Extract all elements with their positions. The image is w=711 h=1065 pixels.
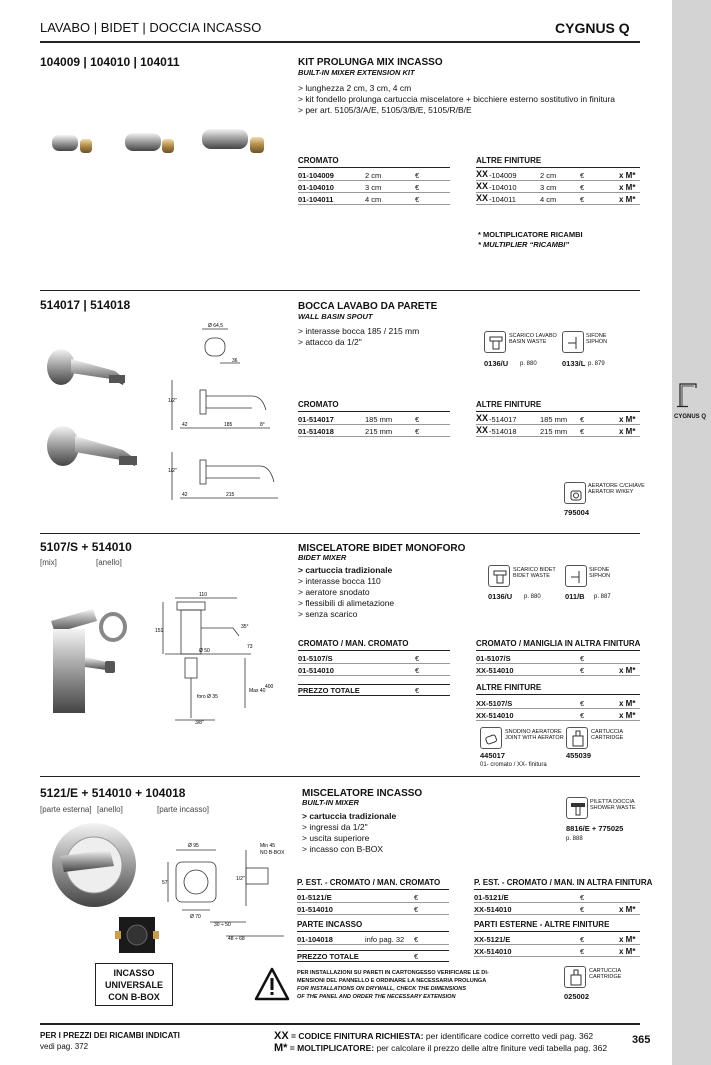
s4-est-header: P. EST. - CROMATO / MAN. CROMATO [297,878,449,890]
s1-cromato-header: CROMATO [298,156,450,168]
svg-text:Min 45: Min 45 [260,843,276,849]
s2-icon2-label2: SIPHON [586,339,608,345]
svg-text:48 ÷ 68: 48 ÷ 68 [228,936,245,942]
table-row: 01-104018 info pag. 32 € [297,934,449,945]
s2-cromato-header: CROMATO [298,400,450,412]
s3-icon1-label2: BIDET WASTE [513,573,550,579]
s4-icon1-page: p. 888 [566,836,583,842]
s2-subtitle: WALL BASIN SPOUT [298,312,373,321]
s4-total-row: PREZZO TOTALE € [297,950,449,962]
table-row: 01-5121/E € [474,892,640,903]
s2-icon2-page: p. 879 [588,361,605,367]
svg-text:215: 215 [226,492,235,498]
table-row: 01-5107/S € [476,653,640,664]
s2-icon2-code: 0133/L [562,359,586,368]
page-header-right: CYGNUS Q [555,20,630,36]
aerator-joint-icon [480,727,502,749]
sidebar-tab [672,0,711,1065]
s3-icon2-label2: SIPHON [589,573,611,579]
s4-icon1-label2: SHOWER WASTE [590,805,636,811]
s1-bullet-3: > per art. 5105/3/A/E, 5105/3/B/E, 5105/R/B/E [298,105,472,115]
s3-bullet-3: > aeratore snodato [298,587,370,597]
s3-icon1-code: 0136/U [488,592,513,601]
s4-sub1: [parte esterna] [40,805,92,814]
s4-bullet-1: > cartuccia tradizionale [302,811,397,821]
table-row: XX-5107/S € x M* [476,698,640,709]
s3-bullet-2: > interasse bocca 110 [298,576,381,586]
svg-text:73: 73 [247,644,253,650]
s3-subtitle: BIDET MIXER [298,553,347,562]
siphon-icon [565,565,587,587]
footer-left-2: vedi pag. 372 [40,1042,89,1051]
table-row: XX -104010 3 cm € x M* [476,182,640,193]
faucet-icon [676,378,706,408]
s2-icon3-code: 795004 [564,508,590,517]
s3-icon3-label2: JOINT WITH AERATOR [505,735,564,741]
s2-code: 514017 | 514018 [40,298,131,312]
table-row: 01-104011 4 cm € [298,194,450,205]
footer-m-line: M* = MOLTIPLICATORE: per calcolare il prezzo delle altre finiture vedi tabella pag. 362 [274,1042,608,1054]
table-row: 01-514017 185 mm € [298,414,450,425]
s4-altre-header: PARTI ESTERNE - ALTRE FINITURE [474,920,640,932]
s3-icon2-page: p. 887 [594,594,611,600]
bidet-waste-icon [488,565,510,587]
table-row: XX-514010 € x M* [474,904,640,915]
svg-text:110: 110 [199,592,207,598]
s4-icon2-code: 025002 [564,992,590,1001]
table-row: XX -104009 2 cm € x M* [476,170,640,181]
footer-rule [40,1023,640,1025]
svg-text:Ø 50: Ø 50 [199,648,210,654]
basin-waste-icon [484,331,506,353]
s4-title: MISCELATORE INCASSO [302,788,423,799]
s3-mani-header: CROMATO / MANIGLIA IN ALTRA FINITURA [476,639,640,651]
s1-note-1: * MOLTIPLICATORE RICAMBI [478,230,583,239]
s3-icon4-code: 455039 [566,751,592,760]
section-divider [40,533,640,534]
s3-bullet-4: > flessibili di alimetazione [298,598,395,608]
s4-warn-2: MENSIONI DEL PANNELLO E ORDINARE LA NECESSARIA PROLUNGA [297,978,487,984]
svg-text:57: 57 [162,880,168,886]
s4-code: 5121/E + 514010 + 104018 [40,786,186,800]
svg-text:1/2": 1/2" [168,398,177,404]
s4-icon2-label2: CARTRIDGE [589,974,622,980]
svg-text:35°: 35° [241,624,249,630]
cartridge-icon [564,966,586,988]
svg-text:30 ÷ 50: 30 ÷ 50 [214,922,231,928]
s1-bullet-1: > lunghezza 2 cm, 3 cm, 4 cm [298,83,412,93]
svg-text:Ø 64,5: Ø 64,5 [208,323,224,329]
s4-bullet-4: > incasso con B-BOX [302,844,384,854]
s3-icon4-label: CARTUCCIA [591,729,623,735]
table-row: XX -514017 185 mm € x M* [476,414,640,425]
s2-bullet-2: > attacco da 1/2" [298,337,362,347]
table-row: 01-514010 € [297,904,449,915]
s2-altre-header: ALTRE FINITURE [476,400,640,412]
s2-technical-drawing [160,320,280,500]
svg-text:151: 151 [155,628,164,634]
s3-altre-header: ALTRE FINITURE [476,683,640,695]
s1-altre-header: ALTRE FINITURE [476,156,640,168]
s1-title: KIT PROLUNGA MIX INCASSO [298,57,443,68]
svg-text:42: 42 [182,422,188,428]
aerator-key-icon [564,482,586,504]
svg-text:1/2": 1/2" [168,468,177,474]
table-row: XX-514010 € x M* [476,710,640,721]
s3-icon2-label: SIFONE [589,567,610,573]
siphon-icon [562,331,584,353]
s1-product-image [50,125,270,165]
s3-icon1-page: p. 880 [524,594,541,600]
table-row: 01-514010 € [298,665,450,676]
s2-icon1-page: p. 880 [520,361,537,367]
s2-icon2-label: SIFONE [586,333,607,339]
s2-title: BOCCA LAVABO DA PARETE [298,301,438,312]
warning-icon [254,967,290,1001]
page-number: 365 [632,1034,651,1046]
svg-text:foro Ø 35: foro Ø 35 [197,694,218,700]
footer-left-1: PER I PREZZI DEI RICAMBI INDICATI [40,1031,180,1040]
s2-icon1-label: SCARICO LAVABO [509,333,557,339]
table-row: XX-514010 € x M* [476,665,640,676]
s2-icon3-label2: AERATOR W/KEY [588,489,634,495]
svg-text:400: 400 [265,684,274,690]
sidebar-label: CYGNUS Q [674,414,707,420]
s1-subtitle: BUILT-IN MIXER EXTENSION KIT [298,68,415,77]
s3-icon3-code: 445017 [480,751,506,760]
s4-inc-header: PARTE INCASSO [297,920,449,932]
svg-text:Ø 95: Ø 95 [188,843,199,849]
bbox-label-box: INCASSO UNIVERSALE CON B-BOX [95,963,173,1006]
s2-bullet-1: > interasse bocca 185 / 215 mm [298,326,420,336]
svg-text:3/8": 3/8" [195,720,204,726]
s3-icon2-code: 011/B [565,592,585,601]
shower-waste-icon [566,797,588,819]
table-row: 01-5121/E € [297,892,449,903]
s3-total-row: PREZZO TOTALE € [298,684,450,696]
svg-text:36: 36 [232,358,238,364]
s1-code: 104009 | 104010 | 104011 [40,55,180,69]
s3-cromato-header: CROMATO / MAN. CROMATO [298,639,450,651]
s3-icon4-label2: CARTRIDGE [591,735,624,741]
svg-text:NO B-BOX: NO B-BOX [260,850,285,856]
table-row: XX -514018 215 mm € x M* [476,426,640,437]
s3-sub1: [mix] [40,558,57,567]
s1-bullet-2: > kit fondello prolunga cartuccia miscelatore + bicchiere esterno sostitutivo in finitura [298,94,616,104]
table-row: XX -104011 4 cm € x M* [476,194,640,205]
s2-icon1-code: 0136/U [484,359,509,368]
table-row: XX-5121/E € x M* [474,934,640,945]
svg-text:1/2": 1/2" [236,876,245,882]
s4-warn-3: FOR INSTALLATIONS ON DRYWALL, CHECK THE DIMENSIONS [297,986,467,992]
s3-code: 5107/S + 514010 [40,540,132,554]
s2-product-image-1 [45,345,135,400]
s4-warn-4: OF THE PANEL AND ORDER THE NECESSARY EXTENSION [297,994,456,1000]
s4-warn-1: PER INSTALLAZIONI SU PARETI IN CARTONGESSO VERIFICARE LE DI- [297,970,489,976]
s3-sub2: [anello] [96,558,122,567]
svg-text:42: 42 [182,492,188,498]
cartridge-icon [566,727,588,749]
s3-product-image [45,605,130,715]
s4-technical-drawing [160,840,290,950]
table-row: 01-514018 215 mm € [298,426,450,437]
page-header-left: LAVABO | BIDET | DOCCIA INCASSO [40,20,262,35]
table-row: 01-104009 2 cm € [298,170,450,181]
s2-product-image-2 [45,420,145,480]
bbox-image [115,913,159,957]
s4-product-image [40,820,150,910]
svg-text:Ø 70: Ø 70 [190,914,201,920]
s3-title: MISCELATORE BIDET MONOFORO [298,543,466,554]
table-row: 01-5107/S € [298,653,450,664]
s3-bullet-1: > cartuccia tradizionale [298,565,393,575]
s3-icon3-label: SNODINO AERATORE [505,729,562,735]
header-rule [40,41,640,43]
s4-sub3: [parte incasso] [157,805,210,814]
svg-text:Max 40: Max 40 [249,688,266,694]
s1-note-2: * MULTIPLIER “RICAMBI” [478,240,570,249]
s3-bullet-5: > senza scarico [298,609,358,619]
s4-icon2-label: CARTUCCIA [589,968,621,974]
table-row: 01-104010 3 cm € [298,182,450,193]
svg-text:8°: 8° [260,422,265,428]
s4-bullet-3: > uscita superiore [302,833,370,843]
section-divider [40,776,640,777]
s4-mani-header: P. EST. - CROMATO / MAN. IN ALTRA FINITURA [474,878,640,890]
s4-bullet-2: > ingressi da 1/2" [302,822,368,832]
s2-icon3-label: AERATORE C/CHIAVE [588,483,645,489]
section-divider [40,290,640,291]
s4-icon1-label: PILETTA DOCCIA [590,799,635,805]
s4-subtitle: BUILT-IN MIXER [302,798,359,807]
s3-icon3-note: 01- cromato / XX- finitura [480,762,547,768]
footer-xx-line: XX = CODICE FINITURA RICHIESTA: per identificare codice corretto vedi pag. 362 [274,1030,594,1042]
s4-sub2: [anello] [97,805,123,814]
svg-text:185: 185 [224,422,233,428]
s3-technical-drawing [155,588,285,728]
s3-icon1-label: SCARICO BIDET [513,567,556,573]
s2-icon1-label2: BASIN WASTE [509,339,547,345]
s4-icon1-code: 8816/E + 775025 [566,824,624,833]
table-row: XX-514010 € x M* [474,946,640,957]
